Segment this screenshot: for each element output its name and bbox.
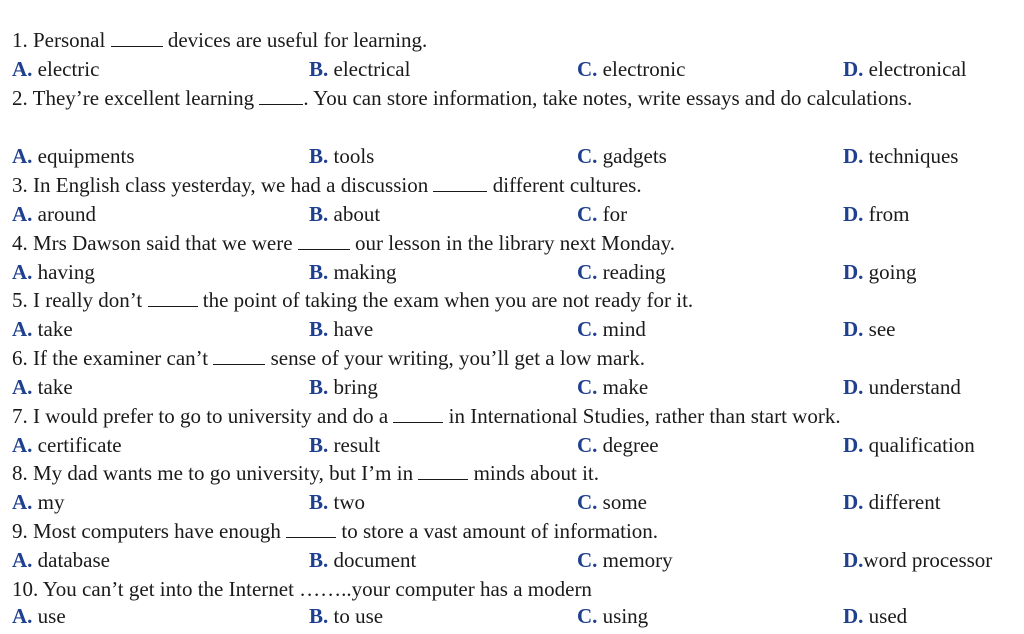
question-text-before: If the examiner can’t (33, 346, 209, 370)
question-text-before: My dad wants me to go university, but I’m in (33, 461, 414, 485)
question-number: 9. (12, 519, 28, 543)
question-text-before: You can’t get into the Internet (42, 577, 294, 601)
question-text-after: sense of your writing, you’ll get a low mark. (270, 346, 646, 370)
question-text-after: our lesson in the library next Monday. (355, 231, 676, 255)
question-number: 8. (12, 461, 28, 485)
q3-option-d: D. from (843, 202, 910, 226)
q4-option-b: B. making (309, 260, 397, 284)
question-6-stem (12, 346, 645, 370)
answer-blank (418, 463, 468, 480)
q1-option-a: A. electric (12, 57, 100, 81)
question-text-before: Mrs Dawson said that we were (33, 231, 293, 255)
answer-blank (286, 521, 336, 538)
question-text-after: devices are useful for learning. (167, 28, 428, 52)
question-5-stem (12, 288, 693, 312)
q8-option-d: D. different (843, 490, 941, 514)
question-text-after: different cultures. (492, 173, 642, 197)
question-3-stem (12, 173, 642, 197)
q7-option-a: A. certificate (12, 433, 122, 457)
question-text-after: minds about it. (473, 461, 600, 485)
q5-option-a: A. take (12, 317, 73, 341)
question-8-stem (12, 461, 599, 485)
question-text-before: In English class yesterday, we had a discussion (33, 173, 429, 197)
q5-option-d: D. see (843, 317, 896, 341)
answer-blank (393, 406, 443, 423)
question-4-stem (12, 231, 675, 255)
answer-blank (298, 233, 350, 250)
q10-option-a: A. use (12, 604, 66, 628)
question-number: 5. (12, 288, 28, 312)
q8-option-c: C. some (577, 490, 647, 514)
q2-option-b: B. tools (309, 144, 375, 168)
question-10-stem (12, 577, 592, 601)
q4-option-d: D. going (843, 260, 917, 284)
question-7-stem (12, 404, 841, 428)
q6-option-b: B. bring (309, 375, 378, 399)
q6-option-d: D. understand (843, 375, 961, 399)
answer-blank (213, 348, 265, 365)
q1-option-c: C. electronic (577, 57, 686, 81)
q5-option-b: B. have (309, 317, 374, 341)
q3-option-c: C. for (577, 202, 628, 226)
answer-dots: …….. (299, 577, 352, 601)
question-2-stem (12, 86, 1018, 110)
question-text-after: your computer has a modern (351, 577, 592, 601)
q8-option-a: A. my (12, 490, 65, 514)
q7-option-c: C. degree (577, 433, 659, 457)
q3-option-b: B. about (309, 202, 381, 226)
question-number: 1. (12, 28, 28, 52)
q10-option-d: D. used (843, 604, 908, 628)
q10-option-b: B. to use (309, 604, 384, 628)
question-text-after: in International Studies, rather than start work. (448, 404, 841, 428)
question-text-before: Personal (33, 28, 106, 52)
q3-option-a: A. around (12, 202, 96, 226)
q2-option-d: D. techniques (843, 144, 959, 168)
question-number: 10. (12, 577, 39, 601)
question-text-after: the point of taking the exam when you are not ready for it. (202, 288, 694, 312)
q6-option-c: C. make (577, 375, 649, 399)
q1-option-d: D. electronical (843, 57, 967, 81)
q1-option-b: B. electrical (309, 57, 411, 81)
q10-option-c: C. using (577, 604, 649, 628)
q2-option-a: A. equipments (12, 144, 135, 168)
q9-option-d: D.word processor (843, 548, 993, 572)
answer-blank (259, 88, 303, 105)
question-text-after: . You can store information, take notes, write essays and do calculations. (303, 86, 913, 110)
q9-option-b: B. document (309, 548, 417, 572)
question-1-stem (12, 28, 427, 52)
q8-option-b: B. two (309, 490, 366, 514)
question-number: 7. (12, 404, 28, 428)
question-text-before: I would prefer to go to university and do a (33, 404, 389, 428)
q4-option-a: A. having (12, 260, 95, 284)
question-text-before: I really don’t (33, 288, 143, 312)
q7-option-d: D. qualification (843, 433, 975, 457)
question-number: 3. (12, 173, 28, 197)
q4-option-c: C. reading (577, 260, 666, 284)
q5-option-c: C. mind (577, 317, 646, 341)
question-text-before: They’re excellent learning (32, 86, 255, 110)
answer-blank (111, 30, 163, 47)
question-number: 6. (12, 346, 28, 370)
q2-option-c: C. gadgets (577, 144, 667, 168)
q6-option-a: A. take (12, 375, 73, 399)
question-number: 4. (12, 231, 28, 255)
question-9-stem (12, 519, 658, 543)
question-text-after: to store a vast amount of information. (341, 519, 659, 543)
answer-blank (148, 290, 198, 307)
q9-option-c: C. memory (577, 548, 673, 572)
q7-option-b: B. result (309, 433, 381, 457)
question-number: 2. (12, 86, 28, 110)
q9-option-a: A. database (12, 548, 110, 572)
answer-blank (433, 175, 487, 192)
question-text-before: Most computers have enough (33, 519, 281, 543)
